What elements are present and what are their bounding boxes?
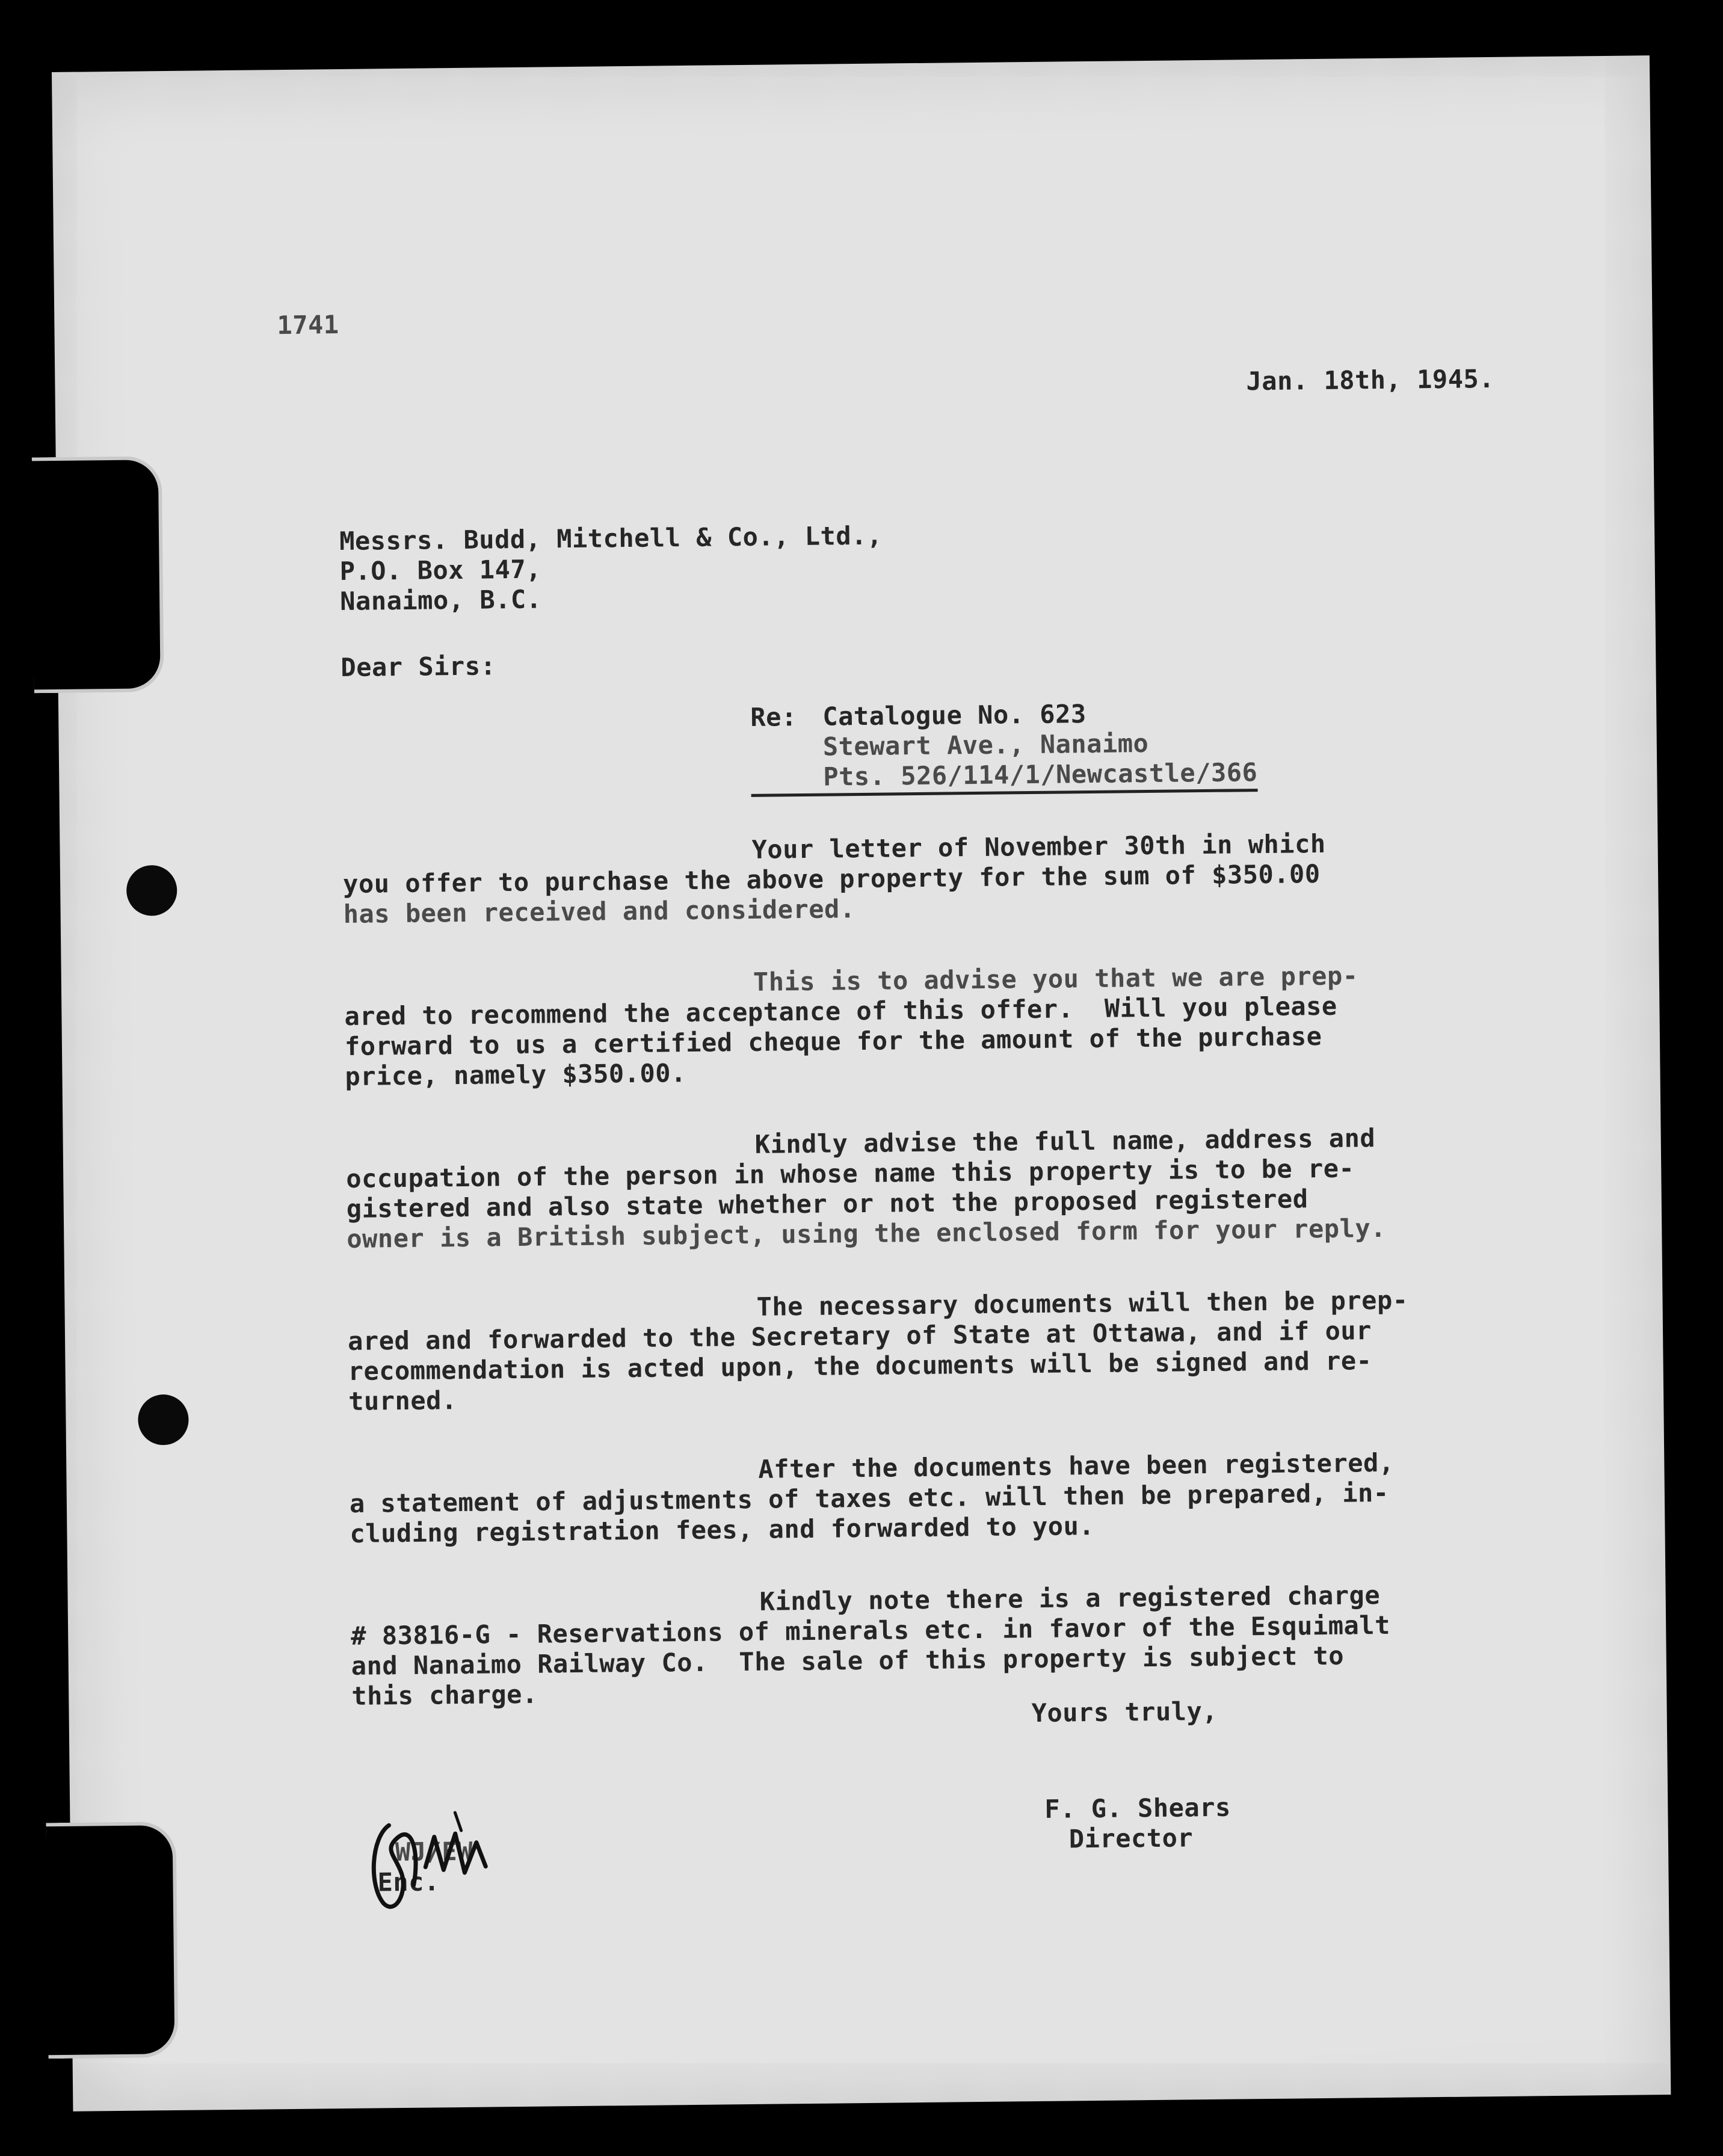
paragraph-6-first-line: Kindly note there is a registered charge xyxy=(759,1580,1381,1616)
paragraph-3-line: owner is a British subject, using the enclosed form for your reply. xyxy=(347,1213,1387,1254)
letter-sheet xyxy=(52,55,1671,2111)
paragraph-2-first-line: This is to advise you that we are prep- xyxy=(753,961,1358,997)
recipient-city: Nanaimo, B.C. xyxy=(339,584,542,617)
paragraph-5-line: cluding registration fees, and forwarded to you. xyxy=(350,1511,1095,1548)
paragraph-2-line: forward to us a certified cheque for the amount of the purchase xyxy=(344,1021,1322,1061)
file-number: 1741 xyxy=(277,310,339,340)
typist-initials: WJ/EW xyxy=(395,1836,473,1867)
paragraph-5-line: a statement of adjustments of taxes etc. will then be prepared, in- xyxy=(349,1477,1389,1518)
punch-hole xyxy=(138,1394,189,1446)
paragraph-1-line: you offer to purchase the above property for the sum of $350.00 xyxy=(342,858,1321,899)
paragraph-3-line: gistered and also state whether or not the proposed registered xyxy=(346,1184,1308,1224)
letter-date: Jan. 18th, 1945. xyxy=(1246,363,1495,396)
paragraph-1-first-line: Your letter of November 30th in which xyxy=(751,828,1326,864)
signer-name: F. G. Shears xyxy=(1044,1792,1231,1824)
paragraph-3-first-line: Kindly advise the full name, address and xyxy=(754,1123,1376,1159)
signer-title: Director xyxy=(1068,1823,1194,1854)
re-street: Stewart Ave., Nanaimo xyxy=(822,728,1149,762)
paragraph-6-line: # 83816-G - Reservations of minerals etc. in favor of the Esquimalt xyxy=(350,1610,1391,1651)
recipient-address: P.O. Box 147, xyxy=(339,554,542,587)
paragraph-4-line: turned. xyxy=(348,1385,457,1416)
re-parcel: Pts. 526/114/1/Newcastle/366 xyxy=(751,757,1258,797)
enclosure-note: Enc. xyxy=(377,1867,440,1897)
handwritten-initials-icon xyxy=(365,1800,546,1922)
paragraph-3-line: occupation of the person in whose name this property is to be re- xyxy=(346,1153,1355,1194)
paragraph-2-line: ared to recommend the acceptance of this offer. Will you please xyxy=(344,991,1337,1031)
paragraph-6-line: this charge. xyxy=(351,1679,538,1711)
paragraph-4-line: ared and forwarded to the Secretary of State at Ottawa, and if our xyxy=(347,1316,1372,1356)
paragraph-2-line: price, namely $350.00. xyxy=(345,1058,687,1091)
recipient-name: Messrs. Budd, Mitchell & Co., Ltd., xyxy=(339,520,883,556)
paragraph-5-first-line: After the documents have been registered, xyxy=(758,1447,1395,1484)
paragraph-1-line: has been received and considered. xyxy=(343,894,855,929)
salutation: Dear Sirs: xyxy=(341,651,496,683)
re-catalogue: Catalogue No. 623 xyxy=(822,699,1087,732)
paragraph-6-line: and Nanaimo Railway Co. The sale of this property is subject to xyxy=(351,1640,1345,1681)
paragraph-4-first-line: The necessary documents will then be prep- xyxy=(756,1285,1408,1322)
bottom-binder-tab xyxy=(46,1822,178,2059)
re-label: Re: xyxy=(750,702,797,732)
punch-hole xyxy=(126,865,177,916)
paragraph-4-line: recommendation is acted upon, the documents will be signed and re- xyxy=(348,1346,1372,1386)
closing: Yours truly, xyxy=(1031,1696,1218,1728)
top-binder-tab xyxy=(32,456,164,693)
